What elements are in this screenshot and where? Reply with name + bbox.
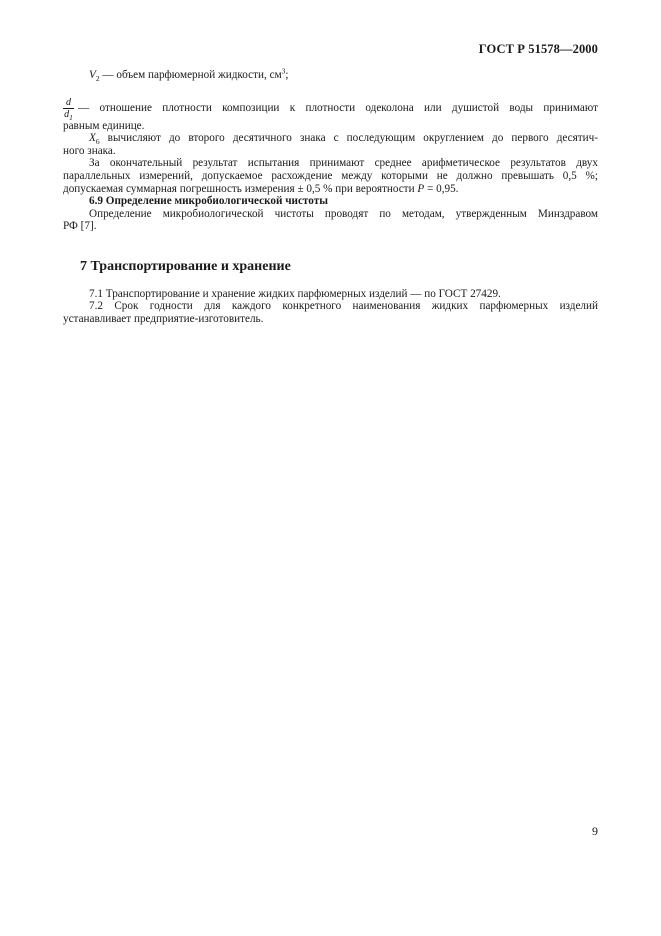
x6-paragraph xyxy=(63,132,598,157)
final-result-line2: параллельных измерений, допускаемое расхождение между которыми не должно превышать 0,5 %; xyxy=(63,169,598,182)
v2-end: ; xyxy=(285,69,289,81)
probability-symbol: P xyxy=(417,182,425,195)
section-7-1-paragraph: 7.1 Транспортирование и хранение жидких парфюмерных изделий — по ГОСТ 27429. xyxy=(89,287,501,300)
section-7-2-paragraph xyxy=(63,300,598,325)
x6-subscript: 6 xyxy=(95,137,100,147)
fraction-numerator: d xyxy=(66,96,71,108)
x6-line1-text: вычисляют до второго десятичного знака с последующим округлением до первого десятич- xyxy=(99,132,598,145)
final-result-line3-post: = 0,95. xyxy=(424,182,459,195)
v2-definition xyxy=(63,66,598,84)
section-6-9-line2: РФ [7]. xyxy=(63,220,97,233)
section-6-9-heading: 6.9 Определение микробиологической чистоты xyxy=(89,195,328,208)
v2-subscript: 2 xyxy=(95,74,100,84)
document-code-header: ГОСТ Р 51578—2000 xyxy=(478,42,598,56)
x6-line1 xyxy=(63,132,598,145)
density-ratio-definition xyxy=(63,97,598,120)
fraction-denominator-subscript: 1 xyxy=(69,112,73,122)
final-result-line3-pre: допускаемая суммарная погрешность измерения ± 0,5 % при вероятности xyxy=(63,182,418,195)
v2-symbol: V xyxy=(89,69,96,81)
density-fraction xyxy=(63,97,74,120)
v2-text: — объем парфюмерной жидкости, см xyxy=(99,69,282,81)
document-body xyxy=(63,66,598,325)
final-result-line1: За окончательный результат испытания принимают среднее арифметическое результатов двух xyxy=(89,157,598,170)
final-result-paragraph xyxy=(63,157,598,195)
x6-line2: ного знака. xyxy=(63,144,116,157)
section-7-2-line1: 7.2 Срок годности для каждого конкретного наименования жидких парфюмерных изделий xyxy=(89,300,598,313)
fraction-denominator: d xyxy=(64,108,70,120)
page-number: 9 xyxy=(592,824,598,838)
section-7-2-line2: устанавливает предприятие-изготовитель. xyxy=(63,312,264,325)
section-6-9-line1: Определение микробиологической чистоты проводят по методам, утвержденным Минздравом xyxy=(89,207,598,220)
density-ratio-text-line1: — отношение плотности композиции к плотности одеколона или душистой воды принимают xyxy=(78,101,598,114)
section-7-title: 7 Транспортирование и хранение xyxy=(80,258,291,274)
section-6-9-paragraph xyxy=(63,208,598,233)
x6-symbol: X xyxy=(89,132,96,145)
v2-superscript: 3 xyxy=(281,66,286,76)
final-result-line3 xyxy=(63,183,598,196)
density-ratio-text-line2: равным единице. xyxy=(63,119,145,132)
